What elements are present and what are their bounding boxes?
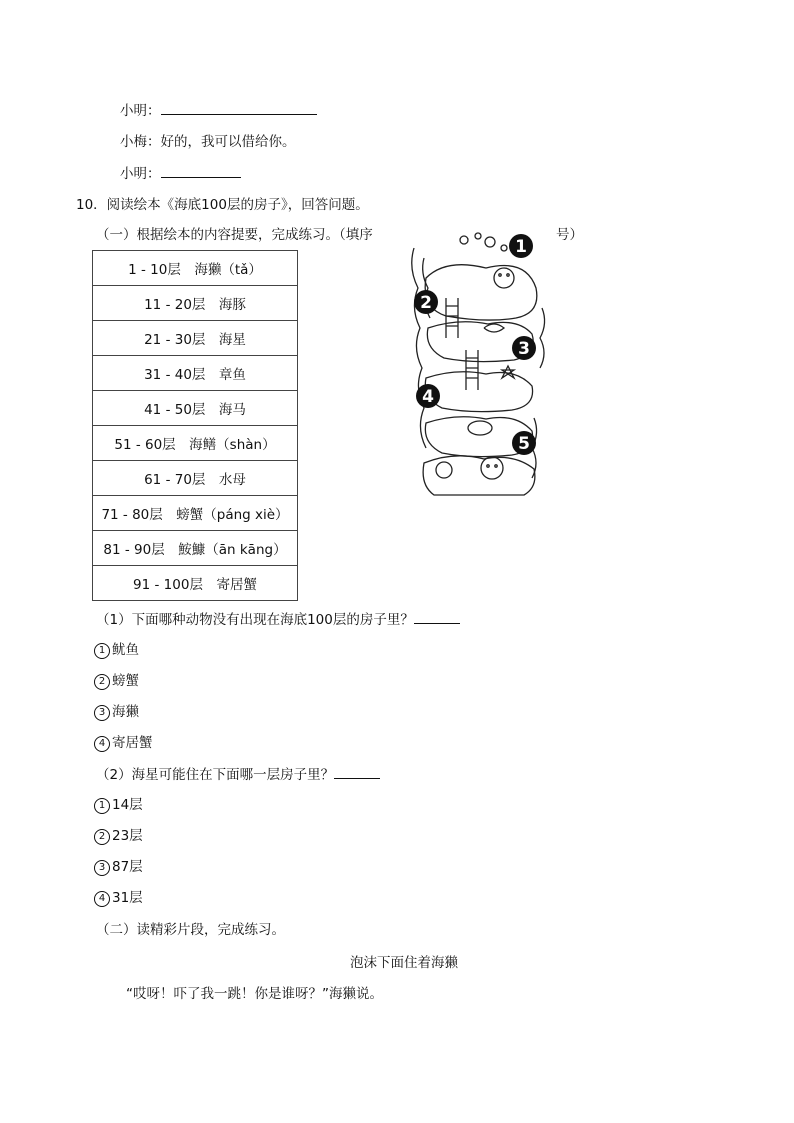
answer-blank[interactable] [161,101,317,115]
option-marker: 2 [94,674,110,690]
table-row: 91 - 100层 寄居蟹 [93,566,298,601]
table-row: 1 - 10层 海獭（tǎ） [93,251,298,286]
part2-instruction: （二）读精彩片段，完成练习。 [96,922,285,938]
table-row: 41 - 50层 海马 [93,391,298,426]
illustration-number: 2 [420,293,432,313]
illustration-number: 5 [518,434,530,454]
dialogue-text: 好的，我可以借给你。 [160,134,296,150]
question-10-title: 10．阅读绘本《海底100层的房子》，回答问题。 [76,197,369,213]
part1-instruction-end: 号） [556,227,583,243]
option-3[interactable] [94,703,139,721]
option-4[interactable] [94,889,143,907]
table-row: 71 - 80层 螃蟹（páng xiè） [93,496,298,531]
sea-house-illustration [404,228,552,496]
table-row: 61 - 70层 水母 [93,461,298,496]
table-row: 21 - 30层 海星 [93,321,298,356]
illustration-number: 4 [422,387,434,407]
option-marker: 2 [94,829,110,845]
answer-blank[interactable] [161,164,241,178]
option-text: 螃蟹 [112,673,139,689]
option-text: 14层 [112,797,143,813]
option-text: 87层 [112,859,143,875]
dialogue-line-3 [120,164,241,183]
option-marker: 1 [94,643,110,659]
sub-question-1 [96,610,460,629]
passage-text: “哎呀！吓了我一跳！你是谁呀？”海獭说。 [126,986,383,1002]
option-text: 海獭 [112,704,139,720]
illustration-number: 1 [515,237,527,257]
sub-question-2 [96,765,380,784]
option-text: 寄居蟹 [112,735,153,751]
table-row: 51 - 60层 海鳝（shàn） [93,426,298,461]
illustration-number: 3 [518,339,530,359]
speaker-label: 小明： [120,166,161,182]
option-3[interactable] [94,858,143,876]
speaker-label: 小梅： [120,134,161,150]
dialogue-line-2 [120,133,296,151]
option-2[interactable] [94,672,139,690]
option-text: 23层 [112,828,143,844]
option-marker: 3 [94,860,110,876]
answer-blank[interactable] [334,765,380,779]
option-marker: 3 [94,705,110,721]
table-row: 11 - 20层 海豚 [93,286,298,321]
layer-table [92,250,298,601]
option-text: 31层 [112,890,143,906]
option-2[interactable] [94,827,143,845]
option-text: 鱿鱼 [112,642,139,658]
sub-question-stem: （1）下面哪种动物没有出现在海底100层的房子里？ [96,612,414,628]
dialogue-line-1 [120,101,317,120]
option-marker: 1 [94,798,110,814]
sub-question-stem: （2）海星可能住在下面哪一层房子里？ [96,767,335,783]
speaker-label: 小明： [120,103,161,119]
table-row: 81 - 90层 鮟鱇（ān kāng） [93,531,298,566]
passage-title: 泡沫下面住着海獭 [350,955,458,971]
option-4[interactable] [94,734,153,752]
option-1[interactable] [94,641,139,659]
option-1[interactable] [94,796,143,814]
part1-instruction: （一）根据绘本的内容提要，完成练习。（填序 [96,227,373,243]
option-marker: 4 [94,736,110,752]
answer-blank[interactable] [414,610,460,624]
table-row: 31 - 40层 章鱼 [93,356,298,391]
option-marker: 4 [94,891,110,907]
